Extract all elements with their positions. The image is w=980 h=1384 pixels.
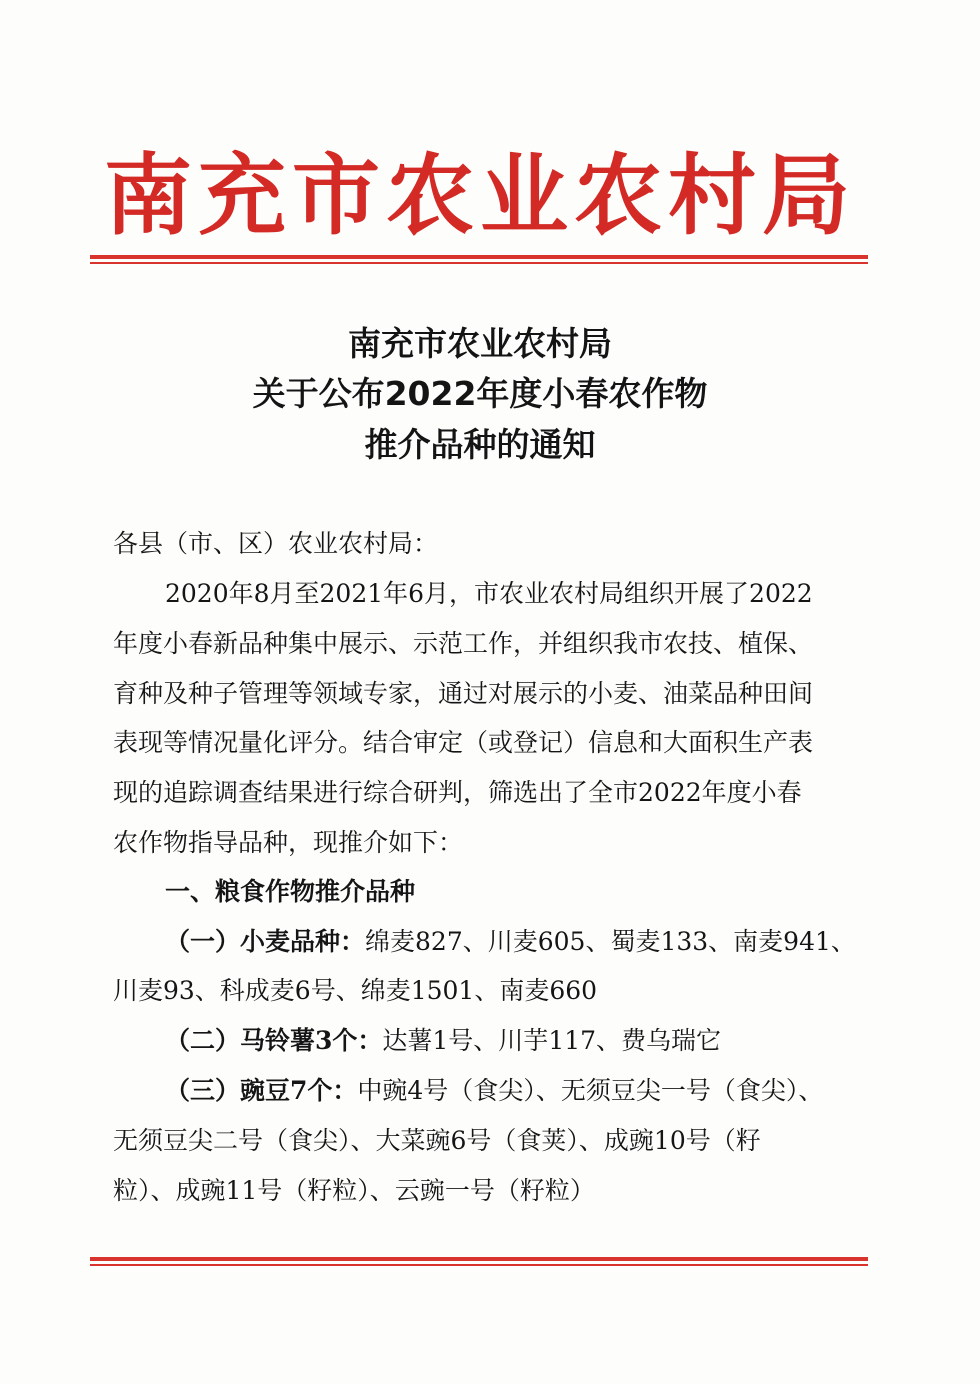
agency-header: 南充市农业农村局 bbox=[103, 143, 856, 247]
potato-label: （二）马铃薯3个： bbox=[165, 1026, 383, 1055]
header-red-rule-thin bbox=[90, 262, 868, 264]
paragraph-line: 表现等情况量化评分。结合审定（或登记）信息和大面积生产表 bbox=[113, 728, 814, 757]
pea-label: （三）豌豆7个： bbox=[165, 1076, 358, 1105]
paragraph-line: 农作物指导品种，现推介如下： bbox=[113, 828, 464, 857]
potato-varieties: 达薯1号、川芋117、费乌瑞它 bbox=[382, 1026, 722, 1055]
header-red-rule bbox=[90, 255, 868, 259]
pea-line-3: 粒）、成豌11号（籽粒）、云豌一号（籽粒） bbox=[113, 1176, 595, 1205]
wheat-varieties: 绵麦827、川麦605、蜀麦133、南麦941、 bbox=[365, 927, 856, 956]
wheat-line-1 bbox=[165, 917, 856, 966]
paragraph-line: 育种及种子管理等领域专家，通过对展示的小麦、油菜品种田间 bbox=[113, 679, 814, 708]
footer-red-rule bbox=[90, 1257, 868, 1261]
notice-title-line-1: 南充市农业农村局 bbox=[348, 324, 612, 363]
pea-line-1 bbox=[165, 1066, 823, 1115]
footer-red-rule-thin bbox=[90, 1264, 868, 1266]
wheat-line-2: 川麦93、科成麦6号、绵麦1501、南麦660 bbox=[113, 976, 598, 1005]
paragraph-line: 现的追踪调查结果进行综合研判，筛选出了全市2022年度小春 bbox=[113, 778, 802, 807]
notice-title-line-3: 推介品种的通知 bbox=[364, 425, 596, 464]
potato-line bbox=[165, 1016, 721, 1065]
pea-varieties: 中豌4号（食尖）、无须豆尖一号（食尖）、 bbox=[357, 1076, 824, 1105]
paragraph-line: 2020年8月至2021年6月，市农业农村局组织开展了2022 bbox=[165, 579, 813, 608]
salutation: 各县（市、区）农业农村局： bbox=[113, 529, 439, 558]
paragraph-line: 年度小春新品种集中展示、示范工作，并组织我市农技、植保、 bbox=[113, 629, 814, 658]
pea-line-2: 无须豆尖二号（食尖）、大菜豌6号（食荚）、成豌10号（籽 bbox=[113, 1126, 761, 1155]
section-heading: 一、粮食作物推介品种 bbox=[165, 877, 416, 906]
notice-title-line-2: 关于公布2022年度小春农作物 bbox=[252, 374, 708, 413]
wheat-label: （一）小麦品种： bbox=[165, 927, 366, 956]
